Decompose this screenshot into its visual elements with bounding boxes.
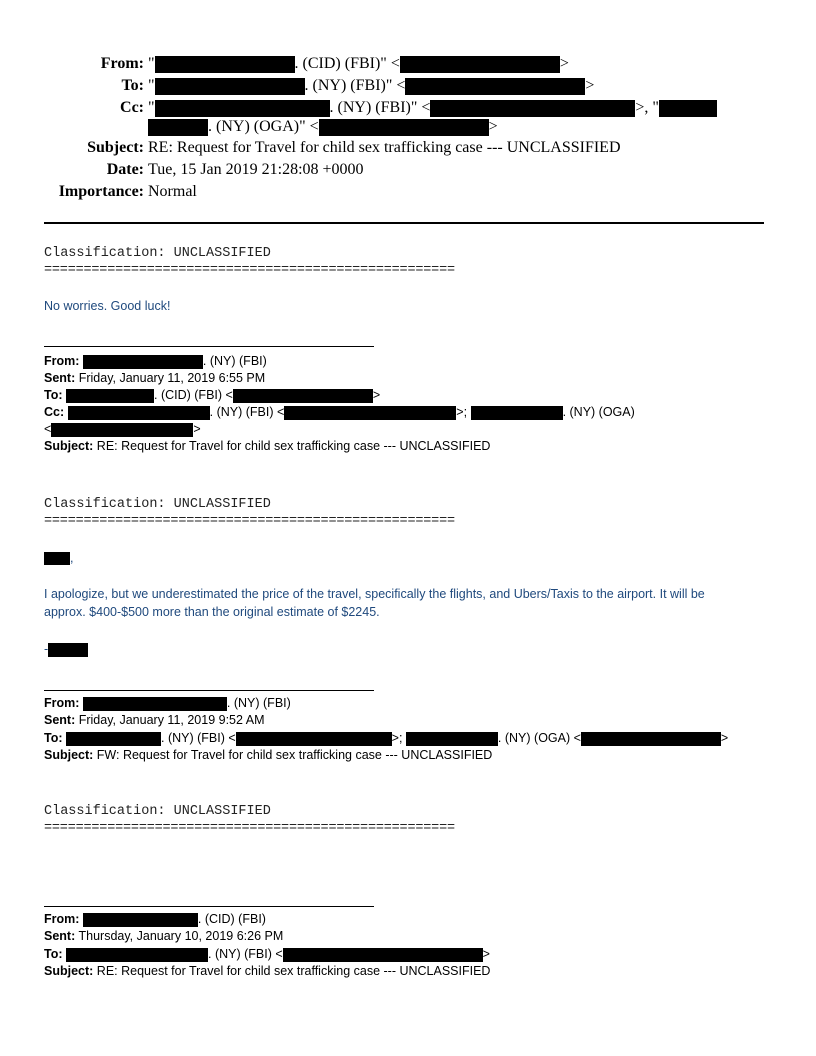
cc-affiliation: . (NY) (FBI) < xyxy=(209,405,285,419)
msg1-greeting xyxy=(44,550,73,567)
classification-label: Classification: UNCLASSIFIED xyxy=(44,497,271,512)
angle-close: > xyxy=(488,118,498,135)
classification-rule: ==================================================== xyxy=(44,514,455,529)
redaction-box xyxy=(236,732,392,746)
redaction-box xyxy=(406,732,498,746)
sent-value: Friday, January 11, 2019 6:55 PM xyxy=(78,371,266,385)
msg3-sent xyxy=(44,928,283,944)
to-label: To: xyxy=(44,388,63,402)
redaction-box xyxy=(44,552,70,565)
header-from-label: From: xyxy=(100,55,144,72)
msg3-from xyxy=(44,911,266,927)
redaction-box xyxy=(283,948,483,962)
angle-close: > xyxy=(720,731,729,745)
redaction-box xyxy=(581,732,721,746)
redaction-box xyxy=(284,406,456,420)
msg1-body-2: approx. $400-$500 more than the original estimate of $2245. xyxy=(44,605,380,619)
sent-label: Sent: xyxy=(44,929,76,943)
cc-affiliation: . (NY) (FBI)" < xyxy=(329,99,431,116)
redaction-box xyxy=(83,913,198,927)
redaction-box xyxy=(659,100,717,117)
angle-open: < xyxy=(44,422,52,436)
to-label: To: xyxy=(44,731,63,745)
classification-rule: ==================================================== xyxy=(44,821,455,836)
angle-close: > xyxy=(372,388,381,402)
classification-rule: ==================================================== xyxy=(44,263,455,278)
msg2-sent xyxy=(44,712,265,728)
to-label: To: xyxy=(44,947,63,961)
quote-divider xyxy=(44,906,374,907)
msg1-subject xyxy=(44,438,490,454)
subject-value: FW: Request for Travel for child sex trafficking case --- UNCLASSIFIED xyxy=(96,748,493,762)
from-affiliation: . (CID) (FBI) xyxy=(197,912,266,926)
redaction-box xyxy=(83,355,203,369)
msg2-from xyxy=(44,695,291,711)
redaction-box xyxy=(233,389,373,403)
to-affiliation: . (NY) (FBI) < xyxy=(161,731,236,745)
redaction-box xyxy=(471,406,563,420)
redaction-box xyxy=(155,78,305,95)
msg1-from xyxy=(44,353,267,369)
header-to-value xyxy=(148,76,594,95)
from-affiliation: . (NY) (FBI) xyxy=(202,354,267,368)
from-label: From: xyxy=(44,912,80,926)
msg1-signature xyxy=(44,641,88,658)
subject-label: Subject: xyxy=(44,439,94,453)
redaction-box xyxy=(66,732,161,746)
redaction-box xyxy=(51,423,193,437)
cc-label: Cc: xyxy=(44,405,65,419)
angle-close: > xyxy=(559,55,569,72)
msg1-cc xyxy=(44,404,635,420)
msg1-body: I apologize, but we underestimated the price of the travel, specifically the flights, and Ubers/Taxis to the airport. It will be xyxy=(44,587,705,601)
classification-label: Classification: UNCLASSIFIED xyxy=(44,246,271,261)
header-date-label: Date: xyxy=(106,161,144,178)
greeting-comma: , xyxy=(70,551,74,565)
redaction-box xyxy=(405,78,585,95)
classification-label: Classification: UNCLASSIFIED xyxy=(44,804,271,819)
from-affiliation: . (CID) (FBI)" < xyxy=(294,55,400,72)
quote-divider xyxy=(44,346,374,347)
sent-value: Thursday, January 10, 2019 6:26 PM xyxy=(78,929,284,943)
reply-body: No worries. Good luck! xyxy=(44,299,171,313)
redaction-box xyxy=(148,119,208,136)
header-to-label: To: xyxy=(121,77,144,94)
sent-value: Friday, January 11, 2019 9:52 AM xyxy=(78,713,265,727)
redaction-box xyxy=(430,100,635,117)
header-subject-value: RE: Request for Travel for child sex trafficking case --- UNCLASSIFIED xyxy=(148,139,621,156)
from-label: From: xyxy=(44,696,80,710)
header-importance-value: Normal xyxy=(148,183,197,200)
msg3-to xyxy=(44,946,490,962)
header-cc-value xyxy=(148,98,717,117)
to-separator: >; xyxy=(391,731,403,745)
to-affiliation: . (NY) (FBI) < xyxy=(208,947,283,961)
msg2-subject xyxy=(44,747,492,763)
quote-mark: " xyxy=(148,77,155,94)
subject-label: Subject: xyxy=(44,964,94,978)
msg2-to xyxy=(44,730,728,746)
redaction-box xyxy=(48,643,88,657)
to-affiliation: . (CID) (FBI) < xyxy=(154,388,233,402)
header-divider xyxy=(44,222,764,224)
quote-divider xyxy=(44,690,374,691)
to-affiliation-2: . (NY) (OGA) < xyxy=(497,731,581,745)
header-from-value xyxy=(148,54,569,73)
angle-close: > xyxy=(482,947,490,961)
redaction-box xyxy=(155,100,330,117)
sent-label: Sent: xyxy=(44,713,76,727)
quote-mark: " xyxy=(148,55,155,72)
angle-close: > xyxy=(585,77,595,94)
redaction-box xyxy=(68,406,210,420)
header-date-value: Tue, 15 Jan 2019 21:28:08 +0000 xyxy=(148,161,364,178)
header-cc-line2 xyxy=(148,117,498,136)
redaction-box xyxy=(400,56,560,73)
subject-label: Subject: xyxy=(44,748,94,762)
cc-separator: >, " xyxy=(635,99,659,116)
header-cc-label: Cc: xyxy=(120,99,144,116)
subject-value: RE: Request for Travel for child sex trafficking case --- UNCLASSIFIED xyxy=(96,964,491,978)
redaction-box xyxy=(83,697,227,711)
msg1-cc-line2 xyxy=(44,421,201,437)
msg3-subject xyxy=(44,963,490,979)
subject-value: RE: Request for Travel for child sex trafficking case --- UNCLASSIFIED xyxy=(96,439,491,453)
redaction-box xyxy=(66,389,154,403)
header-subject-label: Subject: xyxy=(87,139,144,156)
sent-label: Sent: xyxy=(44,371,76,385)
redaction-box xyxy=(155,56,295,73)
msg1-to xyxy=(44,387,380,403)
redaction-box xyxy=(66,948,208,962)
to-affiliation: . (NY) (FBI)" < xyxy=(304,77,406,94)
from-affiliation: . (NY) (FBI) xyxy=(226,696,291,710)
angle-close: > xyxy=(193,422,201,436)
cc-separator: >; xyxy=(456,405,468,419)
header-importance-label: Importance: xyxy=(58,183,144,200)
cc-affiliation-2: . (NY) (OGA) xyxy=(562,405,635,419)
cc-affiliation-2: . (NY) (OGA)" < xyxy=(208,118,319,135)
msg1-sent xyxy=(44,370,265,386)
from-label: From: xyxy=(44,354,80,368)
redaction-box xyxy=(319,119,489,136)
quote-mark: " xyxy=(148,99,155,116)
signature-dash: - xyxy=(44,642,49,656)
